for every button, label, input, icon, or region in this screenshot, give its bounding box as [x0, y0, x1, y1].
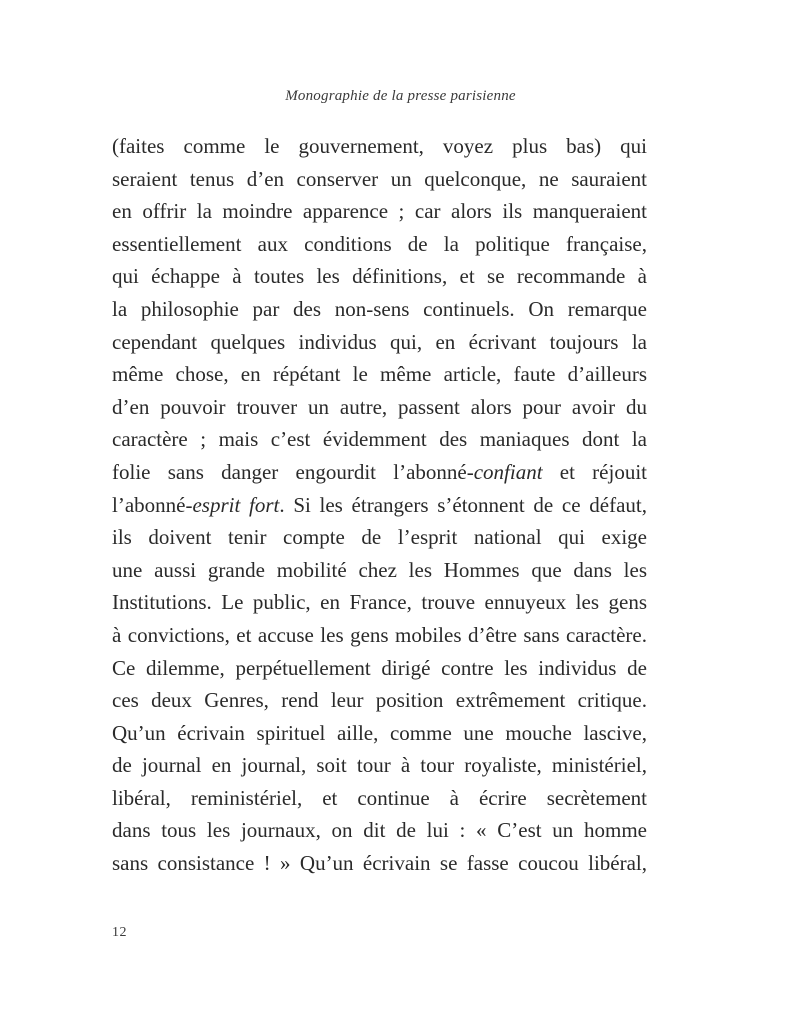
body-paragraph [112, 130, 647, 880]
text-run: seraient tenus d’en conserver un quelconque, ne sauraient [112, 166, 647, 191]
running-head: Monographie de la presse parisienne [285, 88, 516, 104]
text-line [112, 130, 647, 163]
text-run: (faites comme le gouvernement, voyez plus bas) qui [112, 134, 647, 158]
text-run: une aussi grande mobilité chez les Hommes que dans les [112, 557, 647, 582]
text-run: Ce dilemme, perpétuellement dirigé contre les individus de [112, 655, 647, 680]
text-run: dans tous les journaux, on dit de lui : « C’est un homme [112, 818, 647, 843]
text-run: l’abonné- [112, 492, 193, 517]
text-line [112, 423, 647, 456]
text-run: caractère ; mais c’est évidemment des maniaques dont la [112, 427, 647, 452]
text-run: libéral, reministériel, et continue à écrire secrètement [112, 785, 647, 810]
text-line [112, 391, 647, 424]
page-number: 12 [112, 925, 127, 940]
text-line [112, 293, 647, 326]
text-line [112, 326, 647, 359]
text-run: sans consistance ! » Qu’un écrivain se fasse coucou libéral, [112, 851, 647, 876]
text-run: et réjouit [542, 459, 647, 484]
text-line [112, 228, 647, 261]
text-run: essentiellement aux conditions de la politique française, [112, 231, 647, 256]
text-run: . Si les étrangers s’étonnent de ce défaut, [279, 492, 647, 517]
text-line [112, 489, 647, 522]
text-line [112, 554, 647, 587]
text-run: de journal en journal, soit tour à tour royaliste, ministériel, [112, 753, 647, 778]
text-run: Institutions. Le public, en France, trouve ennuyeux les gens [112, 590, 647, 615]
italic-term: esprit fort [192, 492, 280, 517]
text-line [112, 652, 647, 685]
text-line [112, 521, 647, 554]
text-run: ils doivent tenir compte de l’esprit national qui exige [112, 525, 647, 550]
text-run: qui échappe à toutes les définitions, et se recommande à [112, 264, 647, 289]
text-line [112, 684, 647, 717]
text-line [112, 456, 647, 489]
text-line [112, 847, 647, 880]
text-run: la philosophie par des non-sens continuels. On remarque [112, 296, 647, 321]
text-run: Qu’un écrivain spirituel aille, comme une mouche lascive, [112, 720, 647, 745]
text-line [112, 163, 647, 196]
text-line [112, 358, 647, 391]
text-run: à convictions, et accuse les gens mobiles d’être sans caractère. [112, 622, 647, 647]
text-line [112, 260, 647, 293]
text-run: en offrir la moindre apparence ; car alors ils manqueraient [112, 199, 647, 224]
text-run: même chose, en répétant le même article, faute d’ailleurs [112, 362, 647, 387]
text-line [112, 619, 647, 652]
text-run: cependant quelques individus qui, en écrivant toujours la [112, 329, 647, 354]
text-line [112, 782, 647, 815]
text-line [112, 586, 647, 619]
text-line [112, 717, 647, 750]
italic-term: confiant [473, 459, 543, 484]
text-run: d’en pouvoir trouver un autre, passent alors pour avoir du [112, 394, 647, 419]
text-run: folie sans danger engourdit l’abonné- [112, 459, 474, 484]
text-line [112, 195, 647, 228]
text-run: ces deux Genres, rend leur position extrêmement critique. [112, 688, 647, 713]
text-line [112, 814, 647, 847]
text-line [112, 749, 647, 782]
